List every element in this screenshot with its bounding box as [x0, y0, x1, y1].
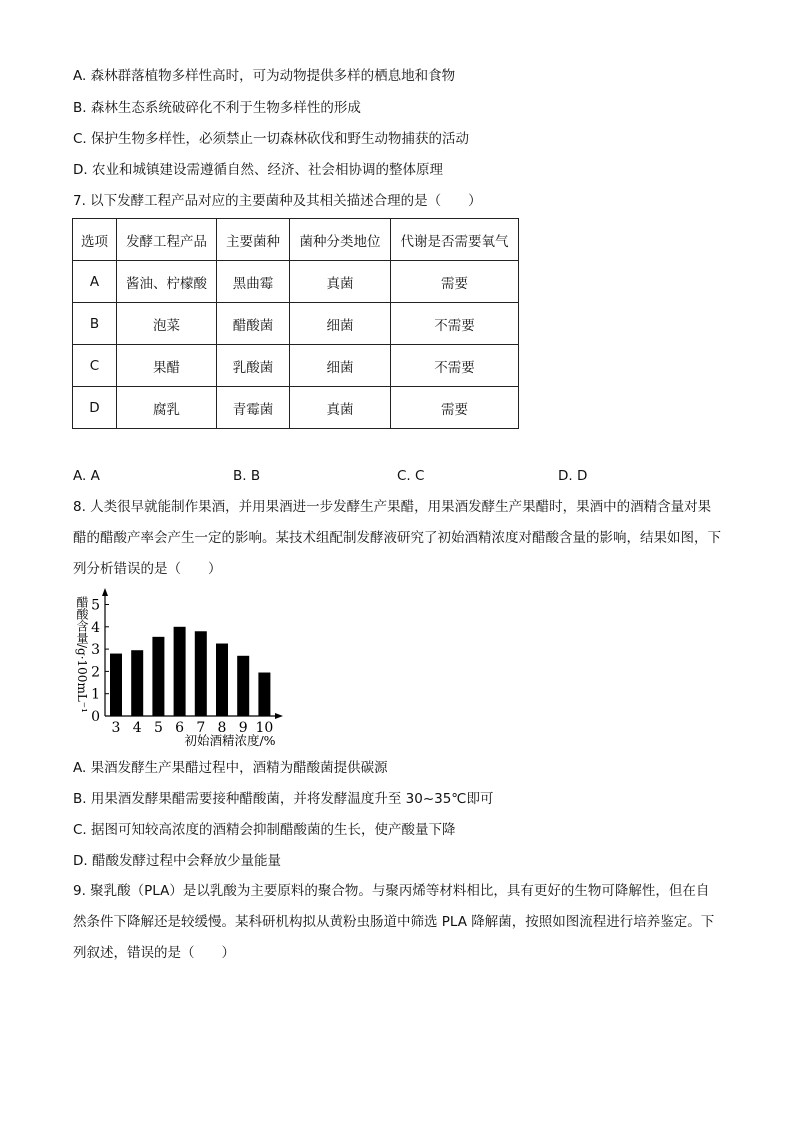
- q7-option-a: A. A: [73, 468, 100, 484]
- table-cell: 黑曲霉: [217, 261, 290, 303]
- y-tick-label: 2: [91, 664, 100, 681]
- table-cell: B: [73, 303, 117, 345]
- q9-stem: 9. 聚乳酸（PLA）是以乳酸为主要原料的聚合物。与聚丙烯等材料相比，具有更好的生物可降解性，但在自然条件下降解还是较缓慢。某科研机构拟从黄粉虫肠道中筛选 PLA 降解菌，按照如图流程进行培养鉴定。下列叙述，错误的是（ ）: [73, 883, 715, 961]
- q8-option-c: C. 据图可知较高浓度的酒精会抑制醋酸菌的生长，使产酸量下降: [73, 822, 456, 838]
- acetic-acid-bar-chart: [70, 588, 290, 750]
- table-cell: 需要: [391, 387, 519, 429]
- y-tick-label: 0: [91, 709, 100, 725]
- table-cell: 醋酸菌: [217, 303, 290, 345]
- x-tick-label: 5: [153, 720, 163, 736]
- table-cell: 细菌: [290, 345, 391, 387]
- y-tick-label: 4: [91, 619, 100, 636]
- table-cell: 真菌: [290, 261, 391, 303]
- q7-table: [72, 218, 519, 429]
- y-tick-label: 1: [91, 686, 100, 703]
- q8-option-d: D. 醋酸发酵过程中会释放少量能量: [73, 853, 281, 869]
- x-tick-label: 7: [196, 720, 206, 736]
- table-cell: 不需要: [391, 345, 519, 387]
- y-axis-label: 醋酸含量/g·100mL⁻¹: [75, 596, 89, 713]
- x-axis-arrow: [275, 713, 283, 719]
- bar-7: [195, 631, 207, 716]
- table-row: [73, 303, 519, 345]
- x-tick-label: 8: [217, 720, 227, 736]
- y-axis-arrow: [102, 588, 108, 596]
- table-cell: C: [73, 345, 117, 387]
- table-cell: 泡菜: [117, 303, 217, 345]
- x-axis-label: 初始酒精浓度/%: [184, 733, 276, 748]
- table-cell: 青霉菌: [217, 387, 290, 429]
- table-row: [73, 387, 519, 429]
- x-tick-label: 4: [132, 720, 142, 736]
- x-tick-label: 10: [255, 720, 274, 736]
- table-cell: 需要: [391, 261, 519, 303]
- table-header: 菌种分类地位: [290, 219, 391, 261]
- table-cell: 腐乳: [117, 387, 217, 429]
- q6-option-c: C. 保护生物多样性，必须禁止一切森林砍伐和野生动物捕获的活动: [73, 131, 470, 147]
- table-cell: 不需要: [391, 303, 519, 345]
- table-header: 主要菌种: [217, 219, 290, 261]
- y-tick-label: 5: [91, 597, 100, 614]
- table-cell: 细菌: [290, 303, 391, 345]
- table-cell: D: [73, 387, 117, 429]
- q8-option-a: A. 果酒发酵生产果醋过程中，酒精为醋酸菌提供碳源: [73, 760, 388, 776]
- table-cell: 真菌: [290, 387, 391, 429]
- bar-4: [131, 650, 143, 716]
- bar-6: [174, 627, 186, 716]
- q6-option-b: B. 森林生态系统破碎化不利于生物多样性的形成: [73, 100, 361, 116]
- q7-option-d: D. D: [558, 468, 588, 484]
- y-tick-label: 3: [91, 642, 100, 659]
- q8-option-b: B. 用果酒发酵果醋需要接种醋酸菌，并将发酵温度升至 30~35℃即可: [73, 791, 494, 807]
- table-cell: 果醋: [117, 345, 217, 387]
- table-header: 选项: [73, 219, 117, 261]
- q7-option-b: B. B: [233, 468, 261, 484]
- bar-10: [258, 673, 270, 716]
- table-header: 代谢是否需要氧气: [391, 219, 519, 261]
- q8-stem: 8. 人类很早就能制作果酒，并用果酒进一步发酵生产果醋，用果酒发酵生产果醋时，果酒中的酒精含量对果醋的醋酸产率会产生一定的影响。某技术组配制发酵液研究了初始酒精浓度对醋酸含量的影响，结果如图，下列分析错误的是（ ）: [73, 499, 721, 577]
- table-cell: 乳酸菌: [217, 345, 290, 387]
- bar-9: [237, 656, 249, 716]
- table-row: [73, 345, 519, 387]
- table-cell: A: [73, 261, 117, 303]
- q7-option-c: C. C: [397, 468, 425, 484]
- x-tick-label: 9: [238, 720, 248, 736]
- bar-3: [110, 654, 122, 716]
- q7-stem: 7. 以下发酵工程产品对应的主要菌种及其相关描述合理的是（ ）: [73, 193, 482, 209]
- table-cell: 酱油、柠檬酸: [117, 261, 217, 303]
- table-header: 发酵工程产品: [117, 219, 217, 261]
- q6-option-d: D. 农业和城镇建设需遵循自然、经济、社会相协调的整体原理: [73, 162, 443, 178]
- q6-option-a: A. 森林群落植物多样性高时，可为动物提供多样的栖息地和食物: [73, 68, 456, 84]
- table-header-row: [73, 219, 519, 261]
- x-tick-label: 6: [175, 720, 185, 736]
- table-row: [73, 261, 519, 303]
- x-tick-label: 3: [111, 720, 121, 736]
- bar-8: [216, 644, 228, 716]
- bar-5: [152, 637, 164, 716]
